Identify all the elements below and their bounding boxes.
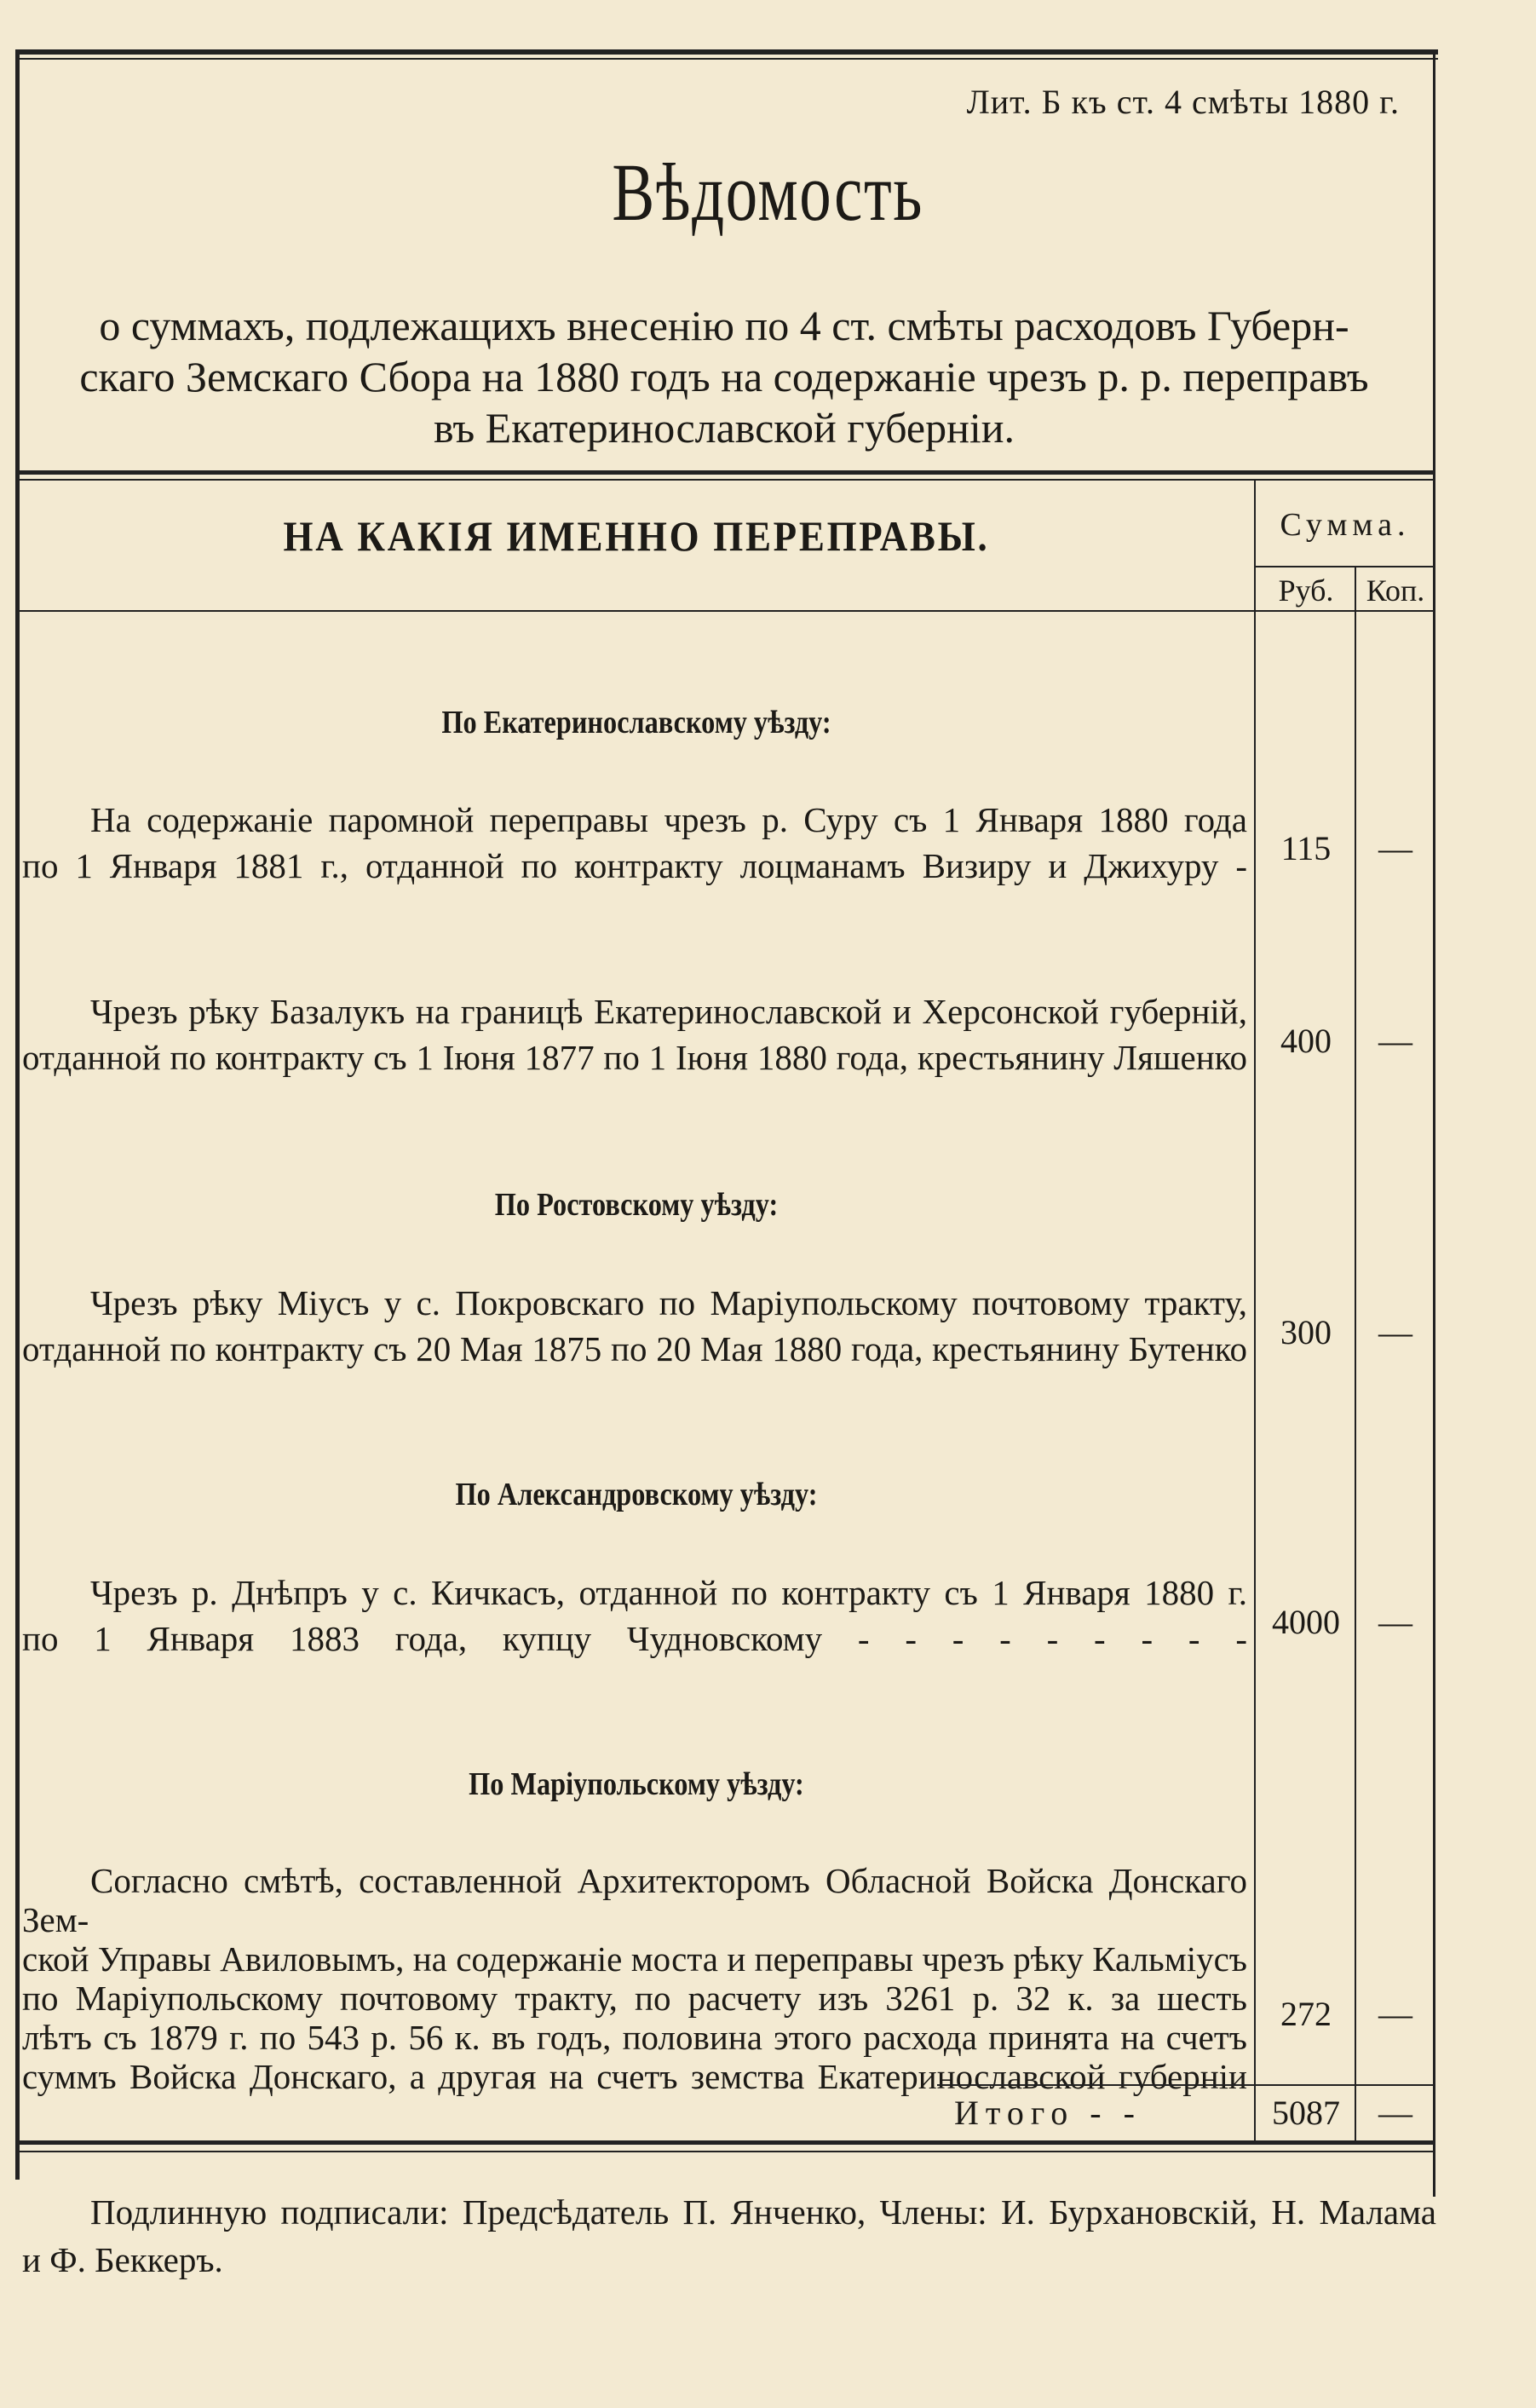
total-kop: — — [1378, 2094, 1412, 2132]
amount-rub: 400 — [1280, 1022, 1332, 1060]
table-row — [22, 1280, 1247, 1372]
amount-kop: — — [1378, 829, 1412, 867]
table-top-rule-thin — [19, 479, 1435, 481]
frame-left-rule — [15, 49, 20, 2180]
signatures-note — [22, 2188, 1436, 2284]
district-heading: По Александровскому уѣзду: — [455, 1477, 818, 1512]
frame-right-rule — [1433, 49, 1435, 2197]
reference-note: Лит. Б къ ст. 4 смѣты 1880 г. — [966, 83, 1400, 121]
amount-kop: — — [1378, 1603, 1412, 1641]
table-top-rule — [19, 470, 1435, 475]
amount-rub: 300 — [1280, 1313, 1332, 1351]
table-bottom-rule — [19, 2140, 1435, 2145]
table-row — [22, 797, 1247, 889]
sum-header: Сумма. — [1280, 507, 1411, 543]
table-row — [22, 1861, 1247, 2096]
table-row — [22, 1570, 1247, 1662]
amount-kop: — — [1378, 1995, 1412, 2033]
document-title: Вѣдомость — [612, 147, 923, 238]
total-rub: 5087 — [1272, 2094, 1340, 2132]
kop-header: Коп. — [1366, 573, 1425, 608]
frame-top-rule — [15, 49, 1438, 55]
amount-rub: 115 — [1280, 829, 1332, 867]
frame-top-rule-thin — [15, 58, 1438, 60]
entry-text: Чрезъ рѣку Базалукъ на границѣ Екатеринославской и Херсонской губерній, — [90, 992, 1247, 1031]
subtitle-line: скаго Земскаго Сбора на 1880 годъ на содержаніе чрезъ р. р. переправъ — [79, 353, 1369, 400]
signatures-line: Подлинную подписали: Предсѣдатель П. Янченко, Члены: И. Бурхановскій, Н. Малама — [90, 2192, 1436, 2232]
entry-text: по 1 Января 1883 года, купцу Чудновскому - - - - - - - - - — [22, 1619, 1247, 1658]
entry-text: На содержаніе паромной переправы чрезъ р. Суру съ 1 Января 1880 года — [90, 800, 1247, 839]
amount-rub: 4000 — [1272, 1603, 1340, 1641]
signatures-line: и Ф. Беккеръ. — [22, 2240, 223, 2279]
rub-column-divider — [1254, 479, 1256, 2140]
document-subtitle — [26, 300, 1423, 453]
entry-text: Согласно смѣтѣ, составленной Архитекторомъ Обласной Войска Донскаго Зем- — [22, 1861, 1247, 1939]
subtitle-line: о суммахъ, подлежащихъ внесенію по 4 ст. смѣты расходовъ Губерн- — [99, 302, 1349, 349]
district-heading: По Екатеринославскому уѣзду: — [441, 705, 831, 740]
amount-kop: — — [1378, 1313, 1412, 1351]
total-label: Итого - - — [954, 2094, 1142, 2132]
entry-text: по Маріупольскому почтовому тракту, по расчету изъ 3261 р. 32 к. за шесть — [22, 1979, 1247, 2018]
district-heading: По Ростовскому уѣзду: — [494, 1187, 779, 1223]
entry-text: отданной по контракту съ 1 Іюня 1877 по 1 Іюня 1880 года, крестьянину Ляшенко — [22, 1038, 1247, 1077]
entry-text: Чрезъ р. Днѣпръ у с. Кичкасъ, отданной по контракту съ 1 Января 1880 г. — [90, 1573, 1247, 1612]
amount-kop: — — [1378, 1022, 1412, 1060]
total-rule — [937, 2084, 1435, 2086]
entry-text: суммъ Войска Донскаго, а другая на счетъ земства Екатеринославской губерніи — [22, 2057, 1247, 2096]
subtitle-line: въ Екатеринославской губерніи. — [433, 404, 1015, 452]
entry-text: лѣтъ съ 1879 г. по 543 р. 56 к. въ годъ, половина этого расхода принята на счетъ — [22, 2018, 1247, 2057]
entry-text: отданной по контракту съ 20 Мая 1875 по 20 Мая 1880 года, крестьянину Бутенко — [22, 1329, 1247, 1368]
table-row — [22, 988, 1247, 1080]
kop-column-divider — [1355, 567, 1356, 2140]
table-bottom-rule-thin — [19, 2151, 1435, 2152]
entry-text: по 1 Января 1881 г., отданной по контракту лоцманамъ Визиру и Джихуру - — [22, 846, 1247, 885]
entry-text: ской Управы Авиловымъ, на содержаніе моста и переправы чрезъ рѣку Кальміусъ — [22, 1939, 1247, 1979]
sum-subheader-rule — [1256, 566, 1435, 567]
amount-rub: 272 — [1280, 1995, 1332, 2033]
column-header: НА КАКІЯ ИМЕННО ПЕРЕПРАВЫ. — [283, 512, 990, 560]
district-heading: По Маріупольскому уѣзду: — [469, 1766, 804, 1802]
table-header-rule — [19, 610, 1435, 612]
rub-header: Руб. — [1278, 573, 1334, 608]
entry-text: Чрезъ рѣку Міусъ у с. Покровскаго по Маріупольскому почтовому тракту, — [90, 1283, 1247, 1322]
